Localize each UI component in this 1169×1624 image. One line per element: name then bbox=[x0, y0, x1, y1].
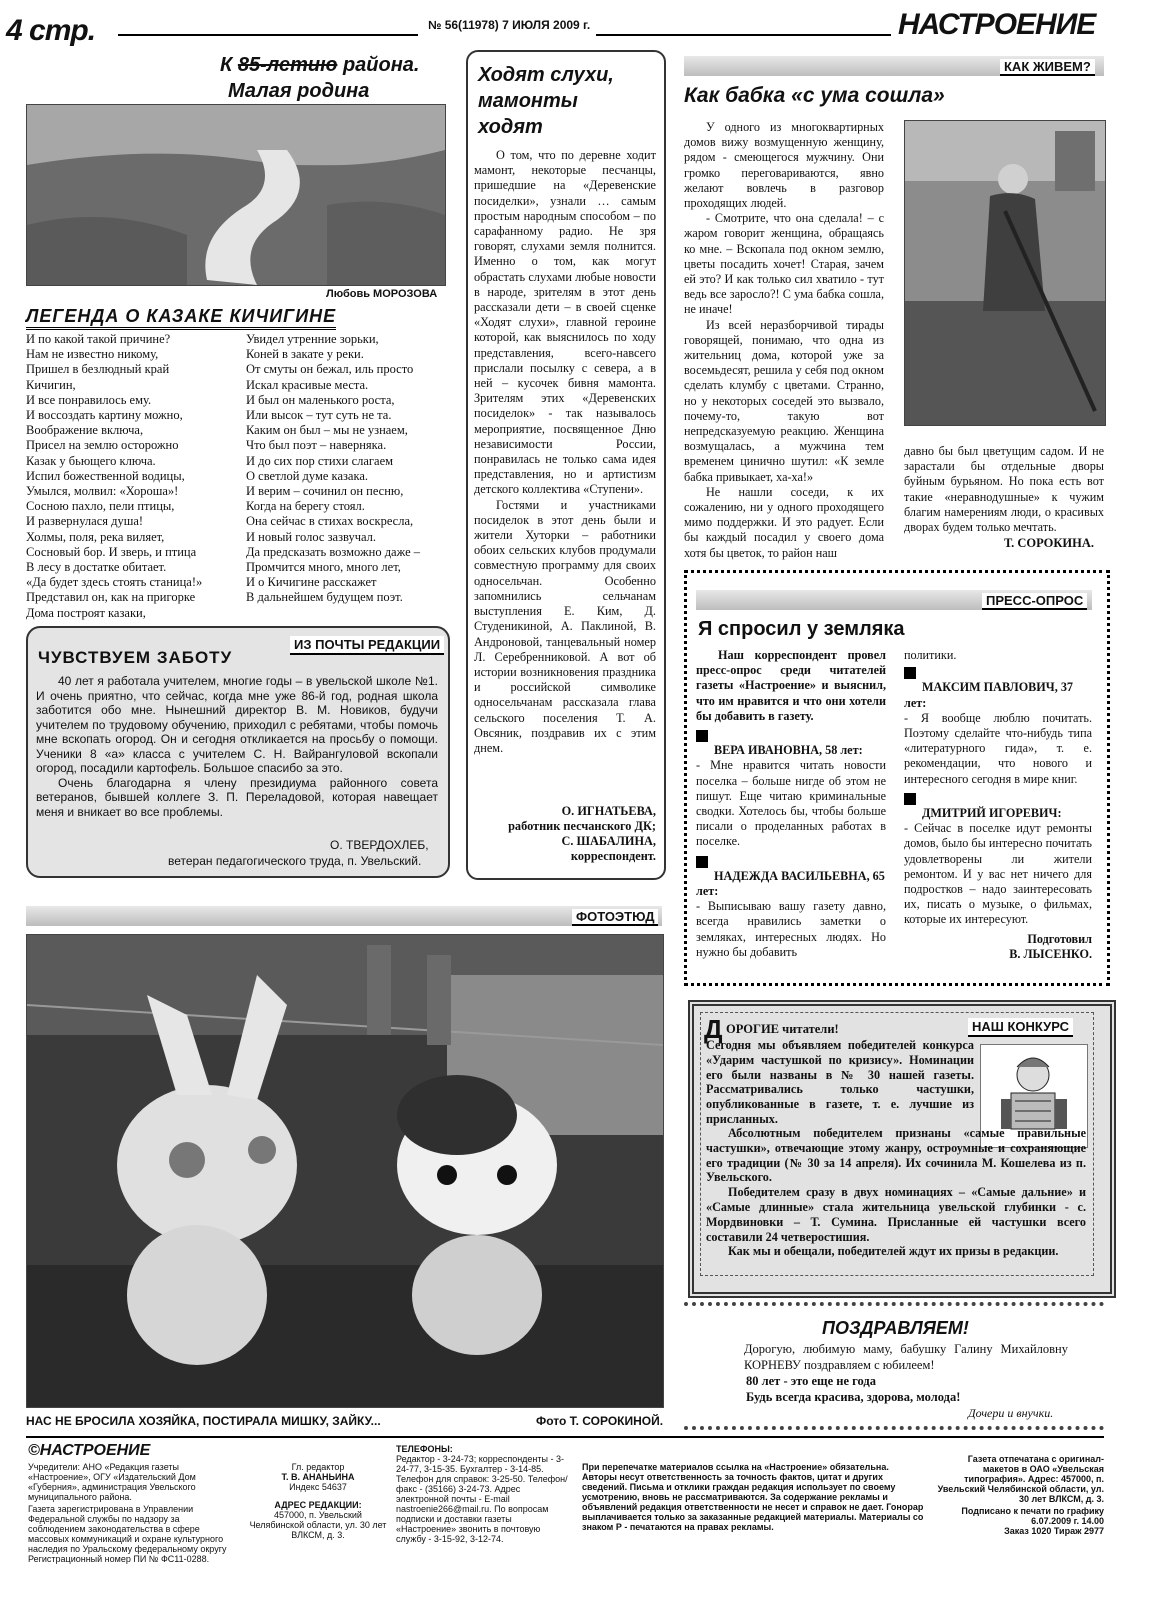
contest-body-2: Абсолютным победителем признаны «самые правильные частушки», отвечающие этому жанру, остроумные и сохраняющие его традиции (№ 30 за 14 апреля). Их сочинила М. Кошелева из п. Увельского. Победителем сразу в двух номинациях – «Самые дальние» и «Самые длинные» стала жительница увельской глубинки - с. Мордвиновки – Т. Сумина. Присланные ей частушки всего составили 24 четверостишия. Как мы и обещали, победителей ждут их призы в редакции. bbox=[706, 1126, 1086, 1259]
rumors-body: О том, что по деревне ходит мамонт, некоторые песчанцы, пришедшие на «Деревенские посиделки», узнали … самым простым народным способом – по сарафанному радио. Не зря говорят, слухами земля полнится. Именно о том, как могут обрастать слухами любые новости в народе, зрителям в этот день рассказали дети – в своей сценке «Ходят слухи», главной героине которой, как выяснилось по ходу представления, всего-навсего прислали посылку с севера, а в ней – кусочек бивня мамонта. Зрителям этих «Деревенских посиделок» - так называлось мероприятие, посвященное Дню независимости России, понравилась не только сама идея представления, но и артистизм детского коллектива «Ступени». Гостями и участниками посиделок в этот день были и жители Хуторки – работники обоих сельских клубов продумали совместную программу для своих односельчан. Особенно запомнились сельчанам выступления Е. Ким, Д. Студеникиной, А. Паклиной, В. Андроновой, танцевальный номер Л. Серебренниковой. А вот об истории возникновения праздника и российской символике односельчанам рассказала глава сельского поселения Т. А. Овсяник, поздравив их с этим днем. bbox=[474, 148, 656, 755]
poem-line: И все понравилось ему. bbox=[26, 392, 152, 407]
poem-line: Представил он, как на пригорке bbox=[26, 590, 196, 605]
landscape-photo bbox=[26, 104, 446, 286]
poem-line: Сосною пахло, пели птицы, bbox=[26, 499, 175, 514]
photo-etude-rubric: ФОТОЭТЮД bbox=[572, 909, 658, 926]
poem-line: Искал красивые места. bbox=[246, 377, 369, 392]
poem-line: Дома построят казаки, bbox=[26, 605, 146, 620]
poem-line: Умылся, молвил: «Хороша»! bbox=[26, 484, 179, 499]
poem-line: «Да будет здесь стоять станица!» bbox=[26, 575, 203, 590]
anniv-heading-line1: К 85-летию района. bbox=[220, 54, 420, 76]
letter-sign-2: ветеран педагогического труда, п. Увельский. bbox=[168, 854, 422, 868]
photo-etude-caption: НАС НЕ БРОСИЛА ХОЗЯЙКА, ПОСТИРАЛА МИШКУ, ЗАЙКУ... bbox=[26, 1414, 381, 1428]
poem-line: Каким он был – мы не узнаем, bbox=[246, 423, 408, 438]
babka-title: Как бабка «с ума сошла» bbox=[684, 84, 945, 107]
poem-col-1 bbox=[26, 332, 241, 621]
toys-photo bbox=[26, 934, 664, 1408]
poem-line: Когда на берегу стоял. bbox=[246, 499, 365, 514]
poem-line: Холмы, поля, река виляет, bbox=[26, 529, 165, 544]
poem-line: Да предсказать возможно даже – bbox=[246, 544, 420, 559]
letter-body: 40 лет я работала учителем, многие годы – в увельской школе №1. И очень приятно, что сейчас, когда мне уже 86-й год, родная школа заботится обо мне. Нынешний директор В. М. Новиков, будучи учителем по трудовому обучению, приходил с ребятами, чтобы помочь мне вскопать огород. Он и сегодня откликается на просьбу о помощи. Ученики 8 «а» класса с учителем С. Н. Вайрангуловой вскопали огород, посадили картофель. Большое спасибо за это. Очень благодарна я члену президиума районного совета ветеранов, бывшей коллеге З. П. Переладовой, которая навещает меня и вникает во все проблемы. bbox=[36, 674, 438, 819]
poem-line: Испил божественной водицы, bbox=[26, 468, 185, 483]
poem-line: Сосновый бор. И зверь, и птица bbox=[26, 544, 197, 559]
footer-logo: ©НАСТРОЕНИЕ bbox=[28, 1442, 151, 1459]
poem-line: О светлой думе казака. bbox=[246, 468, 369, 483]
poll-col-1: Наш корреспондент провел пресс-опрос среди читателей газеты «Настроение» и выяснил, что им нравится и что они хотели бы добавить в газету. ВЕРА ИВАНОВНА, 58 лет: - Мне нравится читать новости поселка – больше нигде об этом не пишут. Еще читаю криминальные сводки. Хотелось бы, чтобы больше писали о проделанных работах в поселке. НАДЕЖДА ВАСИЛЬЕВНА, 65 лет: - Выписываю вашу газету давно, всегда нравились заметки о земляках, интересных людях. Но нужно бы добавить bbox=[696, 648, 886, 959]
poem-title: ЛЕГЕНДА О КАЗАКЕ КИЧИГИНЕ bbox=[26, 306, 336, 330]
anniv-heading-line2: Малая родина bbox=[228, 80, 370, 102]
poem-line: Казак у бьющего ключа. bbox=[26, 453, 156, 468]
babka-continuation: давно бы был цветущим садом. И не зарастали бы отдельные дворы буйным бурьяном. Но пока есть вот такие «неравнодушные» к чужим благим намерениям люди, о красивых дворах будем только мечтать. bbox=[904, 444, 1104, 535]
footer-editor: Гл. редактор Т. В. АНАНЬИНА Индекс 54637 АДРЕС РЕДАКЦИИ: 457000, п. Увельский Челябинской области, ул. 30 лет ВЛКСМ, д. 3. bbox=[249, 1462, 387, 1540]
photo-etude-credit: Фото Т. СОРОКИНОЙ. bbox=[536, 1414, 664, 1428]
poll-rubric: ПРЕСС-ОПРОС bbox=[982, 593, 1087, 610]
letter-title: ЧУВСТВУЕМ ЗАБОТУ bbox=[38, 648, 233, 667]
poem-line: Присел на землю осторожно bbox=[26, 438, 179, 453]
poll-col-2: политики. МАКСИМ ПАВЛОВИЧ, 37 лет: - Я вообще люблю почитать. Поэтому сделайте что-нибудь типа «литературного гида», т. е. рекомендации, что нового и интересного сегодня в мире книг. ДМИТРИЙ ИГОРЕВИЧ: - Сейчас в поселке идут ремонты домов, было бы интересно почитать удовлетворены ли жители ремонтом. И у вас нет ничего для подростков – надо заинтересовать их, писать о музыке, о фильмах, которые их интересуют. Подготовил В. ЛЫСЕНКО. bbox=[904, 648, 1092, 961]
congrats-text: Дорогую, любимую маму, бабушку Галину Михайловну КОРНЕВУ поздравляем с юбилеем! bbox=[744, 1342, 1068, 1372]
poem-line: И воссоздать картину можно, bbox=[26, 408, 183, 423]
footer-rules: При перепечатке материалов ссылка на «Настроение» обязательна. Авторы несут ответственность за точность фактов, цитат и других сведений. Письма и отклики граждан редакция использует по своему усмотрению, вновь не рассматриваются. За содержание рекламы и объявлений редакция ответственности не несет и справок не дает. Гонорар выплачивается только за заказанные редакцией материалы. Материалы со знаком Р - печатаются на правах рекламы. bbox=[582, 1462, 924, 1532]
poem-line: И по какой такой причине? bbox=[26, 332, 171, 346]
poem-line: Нам не известно никому, bbox=[26, 347, 159, 362]
poem-line: Пришел в безлюдный край bbox=[26, 362, 170, 377]
contest-lead: ОРОГИЕ читатели! bbox=[726, 1022, 839, 1036]
footer-print: Газета отпечатана с оригинал-макетов в ОАО «Увельская типография». Адрес: 457000, п. Увельский Челябинской области, ул. 30 лет ВЛКСМ, д. 3. Подписано к печати по графику 6.07.2009 г. 14.00 Заказ 1020 Тираж 2977 bbox=[937, 1454, 1104, 1536]
poem-line: Кичигин, bbox=[26, 377, 76, 392]
rumors-title: Ходят слухи, мамонты ходят bbox=[478, 64, 614, 138]
contest-body-1: Сегодня мы объявляем победителей конкурса «Ударим частушкой по кризису». Номинации его были названы в № 30 нашей газеты. Рассматривались только частушки, опубликованные в газете, т. е. лучшие из присланных. bbox=[706, 1038, 974, 1126]
poem-line: Что был поэт – наверняка. bbox=[246, 438, 387, 453]
letter-rubric: ИЗ ПОЧТЫ РЕДАКЦИИ bbox=[290, 636, 444, 655]
babka-rubric: КАК ЖИВЕМ? bbox=[1000, 59, 1095, 76]
letter-sign-1: О. ТВЕРДОХЛЕБ, bbox=[330, 838, 429, 852]
rumors-sign: О. ИГНАТЬЕВА, работник песчанского ДК; С. ШАБАЛИНА, корреспондент. bbox=[508, 804, 656, 863]
anniv-author: Любовь МОРОЗОВА bbox=[326, 288, 438, 300]
masthead: НАСТРОЕНИЕ bbox=[898, 8, 1096, 41]
poem-line: Она сейчас в стихах воскресла, bbox=[246, 514, 414, 529]
poem-line: От смуты он бежал, иль просто bbox=[246, 362, 414, 377]
babka-sign: Т. СОРОКИНА. bbox=[1004, 536, 1095, 550]
congrats-verse-2: Будь всегда красива, здорова, молода! bbox=[746, 1390, 961, 1404]
poem-line: И был он маленького роста, bbox=[246, 392, 395, 407]
congrats-verse-1: 80 лет - это еще не года bbox=[746, 1374, 876, 1388]
page-number: 4 стр. bbox=[6, 14, 96, 47]
poem-line: Воображение включа, bbox=[26, 423, 144, 438]
poem-line: Промчится много, много лет, bbox=[246, 560, 401, 575]
issue-info: № 56(11978) 7 ИЮЛЯ 2009 г. bbox=[428, 18, 591, 32]
footer-phones: ТЕЛЕФОНЫ: Редактор - 3-24-73; корреспонденты - 3-24-77, 3-15-35. Бухгалтер - 3-14-85. Телефон для справок: 3-25-50. Телефон/факс - (35166) 3-24-73. Адрес электронной почты - E-mail nastroenie266@mail.ru. По вопросам подписки и доставки газеты «Настроение» звонить в почтовую службу - 3-15-92, 3-12-74. bbox=[396, 1444, 568, 1544]
poem-line: И о Кичигине расскажет bbox=[246, 575, 377, 590]
contest-rubric: НАШ КОНКУРС bbox=[968, 1018, 1073, 1037]
poem-line: И новый голос зазвучал. bbox=[246, 529, 377, 544]
poem-line: И развернулася душа! bbox=[26, 514, 144, 529]
poem-line: И до сих пор стихи слагаем bbox=[246, 453, 394, 468]
poem-line: Коней в закате у реки. bbox=[246, 347, 364, 362]
poem-col-2 bbox=[246, 332, 456, 606]
congrats-title: ПОЗДРАВЛЯЕМ! bbox=[822, 1318, 969, 1338]
poem-line: В дальнейшем будущем поэт. bbox=[246, 590, 403, 605]
poem-line: В лесу в достатке обитает. bbox=[26, 560, 167, 575]
poem-line: И верим – сочинил он песню, bbox=[246, 484, 404, 499]
footer-founders: Учредители: АНО «Редакция газеты «Настроение», ОГУ «Издательский Дом «Губерния», администрация Увельского муниципального района. Газета зарегистрирована в Управлении Федеральной службы по надзору за соблюдением законодательства в сфере массовых коммуникаций и охране культурного наследия по Уральскому федеральному округу Регистрационный номер ПИ № ФС11-0288. bbox=[28, 1462, 227, 1564]
poem-line: Или высок – тут суть не та. bbox=[246, 408, 392, 423]
grandma-photo bbox=[904, 120, 1106, 426]
congrats-sign: Дочери и внучки. bbox=[968, 1406, 1054, 1420]
babka-body: У одного из многоквартирных домов вижу возмущенную женщину, рядом - смеющегося мужчину. Они громко переговариваются, явно желают вовлечь в разговор проходящих людей. - Смотрите, что она сделала! – с жаром говорит женщина, обращаясь ко мне. – Вскопала под окном землю, цветы посадить хочет! Старая, зачем ей это? И как только сил хватило - тут ведь все заросло?! С ума бабка сошла, не иначе! Из всей неразборчивой тирады говорящей, понимаю, что одна из жительниц дома, которой уже за восемьдесят, решила у себя под окном сделать клумбу с цветами. Странно, но у некоторых соседей это вызвало, почему-то, такую вот непредсказуемую реакцию. Женщина возмущалась, а мужчина тем временем цинично шутил: «К земле бабка привыкает, ха-ха!» Не нашли соседи, к их сожалению, ни у одного проходящего мимо поддержки. И это радует. Если бы каждый посадил у своего дома хотя бы цветок, то район наш bbox=[684, 120, 884, 560]
contest-drop-cap: Д bbox=[704, 1014, 723, 1044]
poem-line: Увидел утренние зорьки, bbox=[246, 332, 379, 346]
poll-title: Я спросил у земляка bbox=[698, 618, 905, 640]
